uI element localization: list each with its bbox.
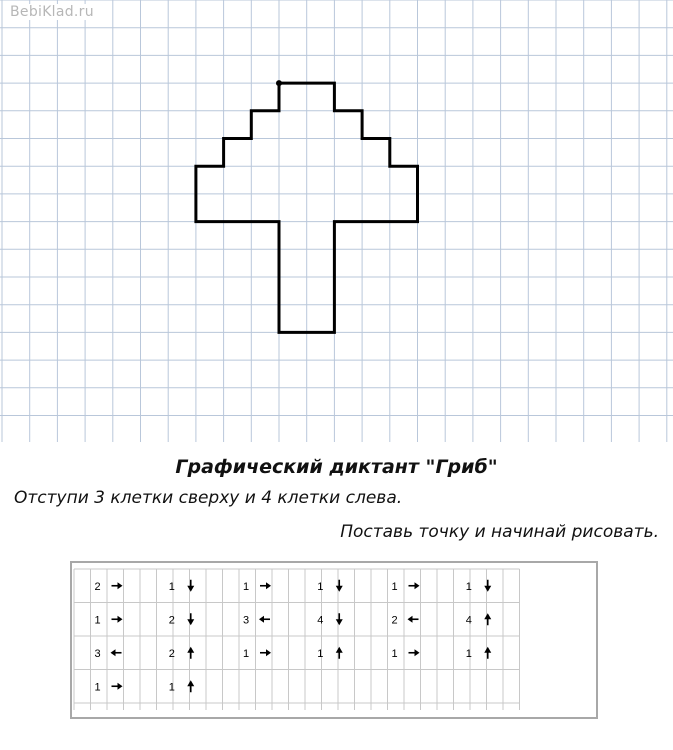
dictation-step bbox=[317, 613, 343, 626]
arrow-right-icon bbox=[112, 616, 123, 623]
dictation-step bbox=[169, 647, 195, 660]
arrow-down-icon bbox=[187, 613, 194, 625]
step-count: 1 bbox=[94, 681, 101, 694]
step-count: 1 bbox=[317, 580, 324, 593]
step-count: 3 bbox=[94, 647, 101, 660]
dictation-step bbox=[95, 614, 123, 626]
step-count: 1 bbox=[465, 647, 472, 660]
arrow-right-icon bbox=[409, 649, 420, 656]
arrow-right-icon bbox=[260, 649, 271, 656]
dictation-step bbox=[392, 581, 420, 593]
arrow-up-icon bbox=[484, 613, 491, 625]
dictation-step bbox=[317, 580, 343, 593]
arrow-right-icon bbox=[112, 683, 123, 690]
step-count: 1 bbox=[391, 647, 398, 660]
dictation-step bbox=[243, 581, 271, 593]
step-count: 1 bbox=[465, 580, 472, 593]
step-count: 1 bbox=[168, 580, 175, 593]
arrow-down-icon bbox=[484, 580, 491, 592]
step-count: 1 bbox=[391, 580, 398, 593]
arrow-down-icon bbox=[187, 580, 194, 592]
step-count: 1 bbox=[243, 580, 250, 593]
dictation-step bbox=[466, 647, 492, 660]
arrow-up-icon bbox=[187, 680, 194, 692]
step-count: 1 bbox=[168, 681, 175, 694]
arrow-left-icon bbox=[111, 649, 122, 656]
dictation-step bbox=[169, 680, 195, 693]
arrow-up-icon bbox=[484, 647, 491, 659]
step-count: 1 bbox=[94, 614, 101, 627]
dictation-table bbox=[70, 561, 598, 719]
arrow-down-icon bbox=[336, 613, 343, 625]
step-count: 1 bbox=[317, 647, 324, 660]
arrow-right-icon bbox=[260, 582, 271, 589]
step-count: 3 bbox=[243, 614, 250, 627]
arrow-down-icon bbox=[336, 580, 343, 592]
start-point bbox=[276, 80, 282, 86]
arrow-right-icon bbox=[112, 582, 123, 589]
dictation-step bbox=[317, 647, 343, 660]
dictation-step bbox=[169, 613, 195, 626]
table-grid bbox=[71, 562, 597, 718]
site-watermark: BebiKlad.ru bbox=[10, 4, 94, 20]
dictation-step bbox=[392, 648, 420, 660]
arrow-left-icon bbox=[408, 616, 419, 623]
arrow-up-icon bbox=[336, 647, 343, 659]
dictation-step bbox=[466, 613, 492, 626]
dictation-step bbox=[95, 681, 123, 693]
step-count: 1 bbox=[243, 647, 250, 660]
instruction-line-1: Отступи 3 клетки сверху и 4 клетки слева. bbox=[14, 488, 403, 508]
dictation-step bbox=[243, 648, 271, 660]
step-count: 2 bbox=[94, 580, 101, 593]
arrow-right-icon bbox=[409, 582, 420, 589]
dictation-step bbox=[243, 614, 270, 626]
step-count: 4 bbox=[465, 614, 472, 627]
instruction-line-2: Поставь точку и начинай рисовать. bbox=[340, 522, 659, 542]
step-count: 2 bbox=[168, 614, 175, 627]
step-count: 2 bbox=[391, 614, 398, 627]
dictation-step bbox=[466, 580, 492, 593]
arrow-up-icon bbox=[187, 647, 194, 659]
step-count: 4 bbox=[317, 614, 324, 627]
page-title: Графический диктант "Гриб" bbox=[175, 456, 498, 478]
dictation-step bbox=[95, 648, 122, 660]
arrow-left-icon bbox=[259, 616, 270, 623]
dictation-step bbox=[169, 580, 195, 593]
dictation-step bbox=[95, 581, 123, 593]
step-count: 2 bbox=[168, 647, 175, 660]
dictation-step bbox=[392, 614, 419, 626]
